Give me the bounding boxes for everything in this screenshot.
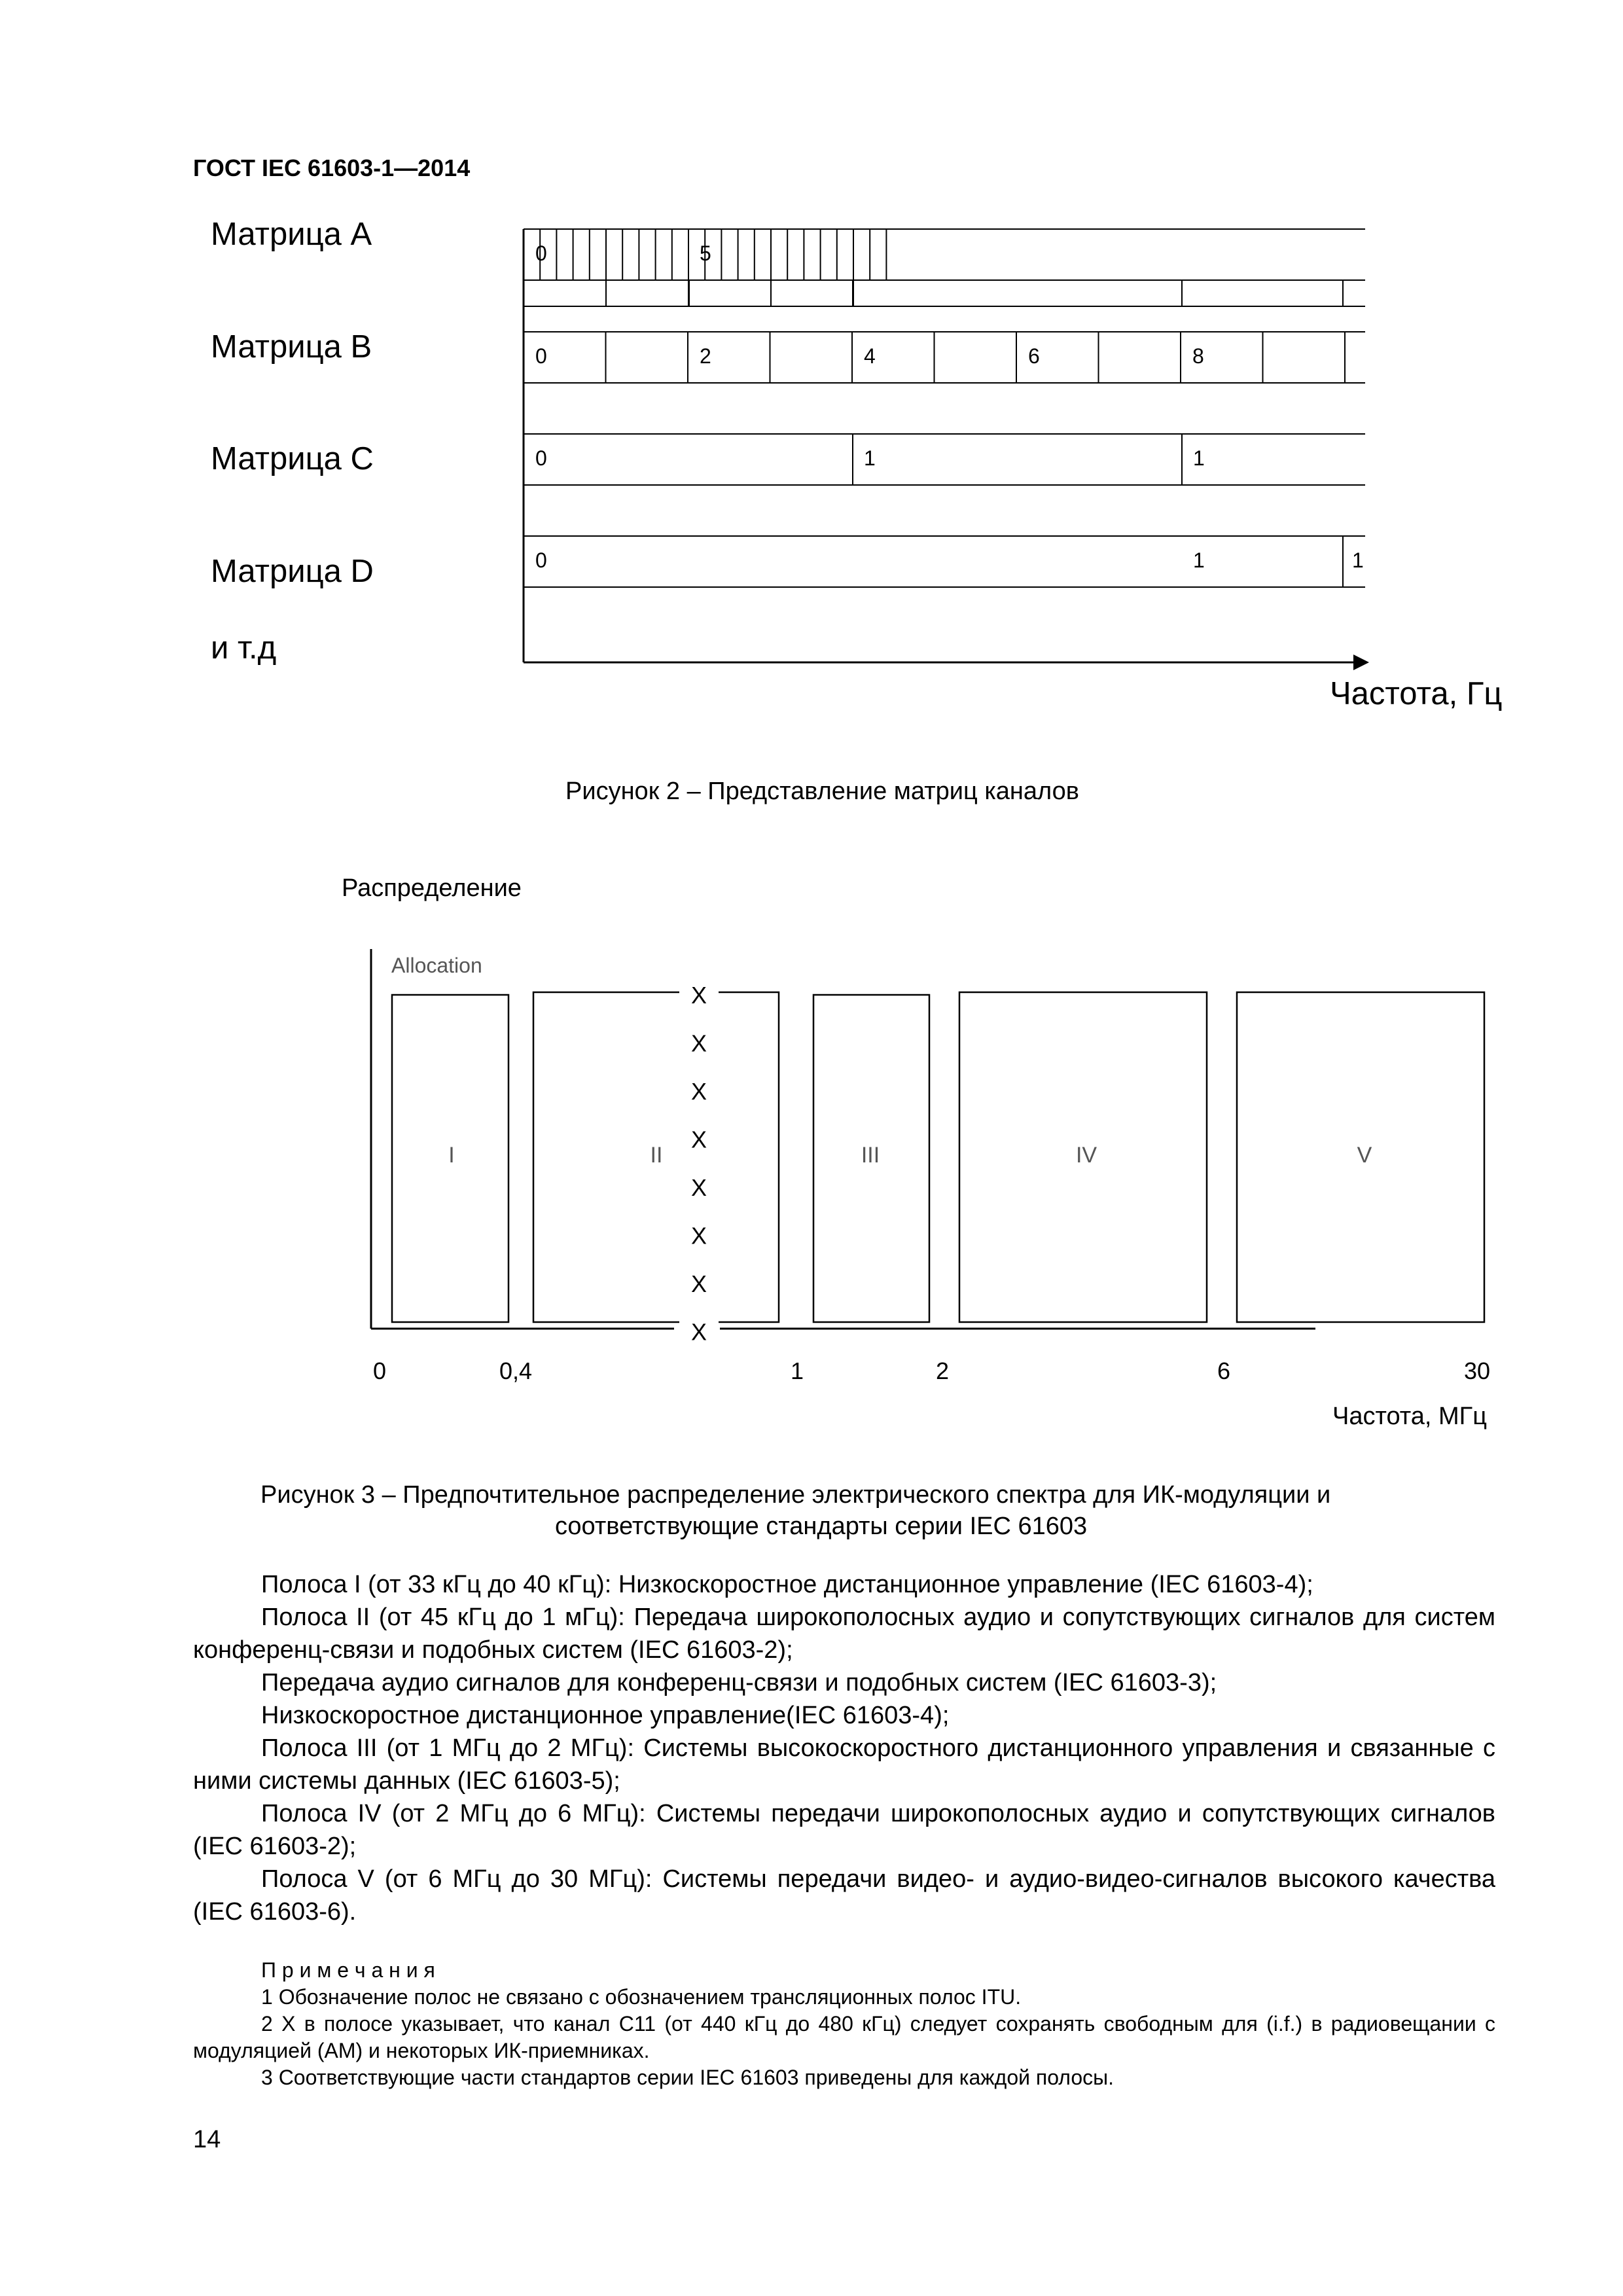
low-speed-rc-text: Низкоскоростное дистанционное управление(IEC 61603-4); xyxy=(261,1702,950,1729)
row-c-label: 1 xyxy=(864,446,876,470)
tick-1: 1 xyxy=(791,1357,804,1384)
x-mark: X xyxy=(690,1078,707,1105)
band-iv-text: Полоса IV (от 2 МГц до 6 МГц): Системы передачи широкополосных аудио и сопутствующих сигналов (IEC 61603-2); xyxy=(193,1800,1495,1860)
tick-6: 6 xyxy=(1217,1357,1231,1384)
matrix-b-label: Матрица В xyxy=(211,329,372,365)
band-iii-label: III xyxy=(861,1143,880,1168)
page-number: 14 xyxy=(193,2126,221,2153)
row-c-label: 1 xyxy=(1193,446,1205,470)
x-mark: X xyxy=(690,982,707,1009)
standard-header: ГОСТ IEC 61603-1—2014 xyxy=(193,154,471,181)
x-mark: X xyxy=(690,1126,707,1153)
audio-conf-text: Передача аудио сигналов для конференц-связи и подобных систем (IEC 61603-3); xyxy=(261,1669,1217,1696)
matrix-d-label: Матрица D xyxy=(211,554,374,589)
row-b-label: 6 xyxy=(1028,344,1040,368)
band-v-text: Полоса V (от 6 МГц до 30 МГц): Системы передачи видео- и аудио-видео-сигналов высокого качества (IEC 61603-6). xyxy=(193,1865,1495,1926)
row-c-label: 0 xyxy=(535,446,547,470)
row-a-label-5: 5 xyxy=(700,242,711,265)
tick-30: 30 xyxy=(1464,1357,1491,1384)
band-ii-label: II xyxy=(650,1143,663,1168)
row-b-label: 0 xyxy=(535,344,547,368)
x-mark: X xyxy=(690,1174,707,1201)
frequency-arrow-icon xyxy=(1353,655,1369,670)
row-d-label: 1 xyxy=(1193,548,1205,572)
spectrum-allocation-diagram xyxy=(0,916,1623,1440)
row-d-label: 0 xyxy=(535,548,547,572)
x-mark: X xyxy=(690,1222,707,1249)
x-mark: X xyxy=(690,1318,707,1346)
band-ii-text: Полоса II (от 45 кГц до 1 мГц): Передача широкополосных аудио и сопутствующих сигналов для систем конференц-связи и подобных систем (IEC 61603-2); xyxy=(193,1604,1495,1664)
fig3-axis-label: Частота, МГц xyxy=(1332,1403,1487,1430)
fig2-caption: Рисунок 2 – Представление матриц каналов xyxy=(565,778,1079,805)
band-i-text: Полоса I (от 33 кГц до 40 кГц): Низкоскоростное дистанционное управление (IEC 61603-4); xyxy=(261,1571,1313,1598)
tick-0: 0 xyxy=(373,1357,387,1384)
channel-matrix-diagram xyxy=(0,0,1623,785)
note-3: 3 Соответствующие части стандартов серии IEC 61603 приведены для каждой полосы. xyxy=(261,2066,1115,2089)
etc-label: и т.д xyxy=(211,630,277,666)
tick-0-4: 0,4 xyxy=(499,1357,533,1384)
matrix-c-label: Матрица С xyxy=(211,441,374,476)
band-i-label: I xyxy=(448,1143,455,1168)
row-b-label: 4 xyxy=(864,344,876,368)
band-iii-text: Полоса III (от 1 МГц до 2 МГц): Системы высокоскоростного дистанционного управления и связанные с ними системы данных (IEC 61603-5); xyxy=(193,1734,1495,1795)
allocation-label: Allocation xyxy=(391,954,482,977)
note-1: 1 Обозначение полос не связано с обозначением трансляционных полос ITU. xyxy=(261,1985,1022,2009)
fig2-axis-label: Частота, Гц xyxy=(1330,676,1503,711)
x-mark: X xyxy=(690,1270,707,1297)
matrix-a-label: Матрица А xyxy=(211,217,372,252)
row-a-label-0: 0 xyxy=(535,242,547,265)
band-iv-label: IV xyxy=(1075,1143,1097,1168)
row-d-label: 1 xyxy=(1352,548,1364,572)
row-b-label: 8 xyxy=(1192,344,1204,368)
tick-2: 2 xyxy=(936,1357,950,1384)
fig3-caption-line2: соответствующие стандарты серии IEC 61603 xyxy=(555,1513,1088,1540)
band-v-label: V xyxy=(1357,1143,1372,1168)
notes-heading: П р и м е ч а н и я xyxy=(261,1958,435,1982)
fig3-caption-line1: Рисунок 3 – Предпочтительное распределение электрического спектра для ИК-модуляции и xyxy=(260,1481,1331,1509)
note-2: 2 X в полосе указывает, что канал C11 (от 440 кГц до 480 кГц) следует сохранять свободным для (i.f.) в радиовещании с модуляцией (АМ) и некоторых ИК-приемниках. xyxy=(193,2012,1495,2062)
row-b-label: 2 xyxy=(700,344,711,368)
x-mark: X xyxy=(690,1030,707,1057)
fig3-title: Распределение xyxy=(342,874,522,902)
